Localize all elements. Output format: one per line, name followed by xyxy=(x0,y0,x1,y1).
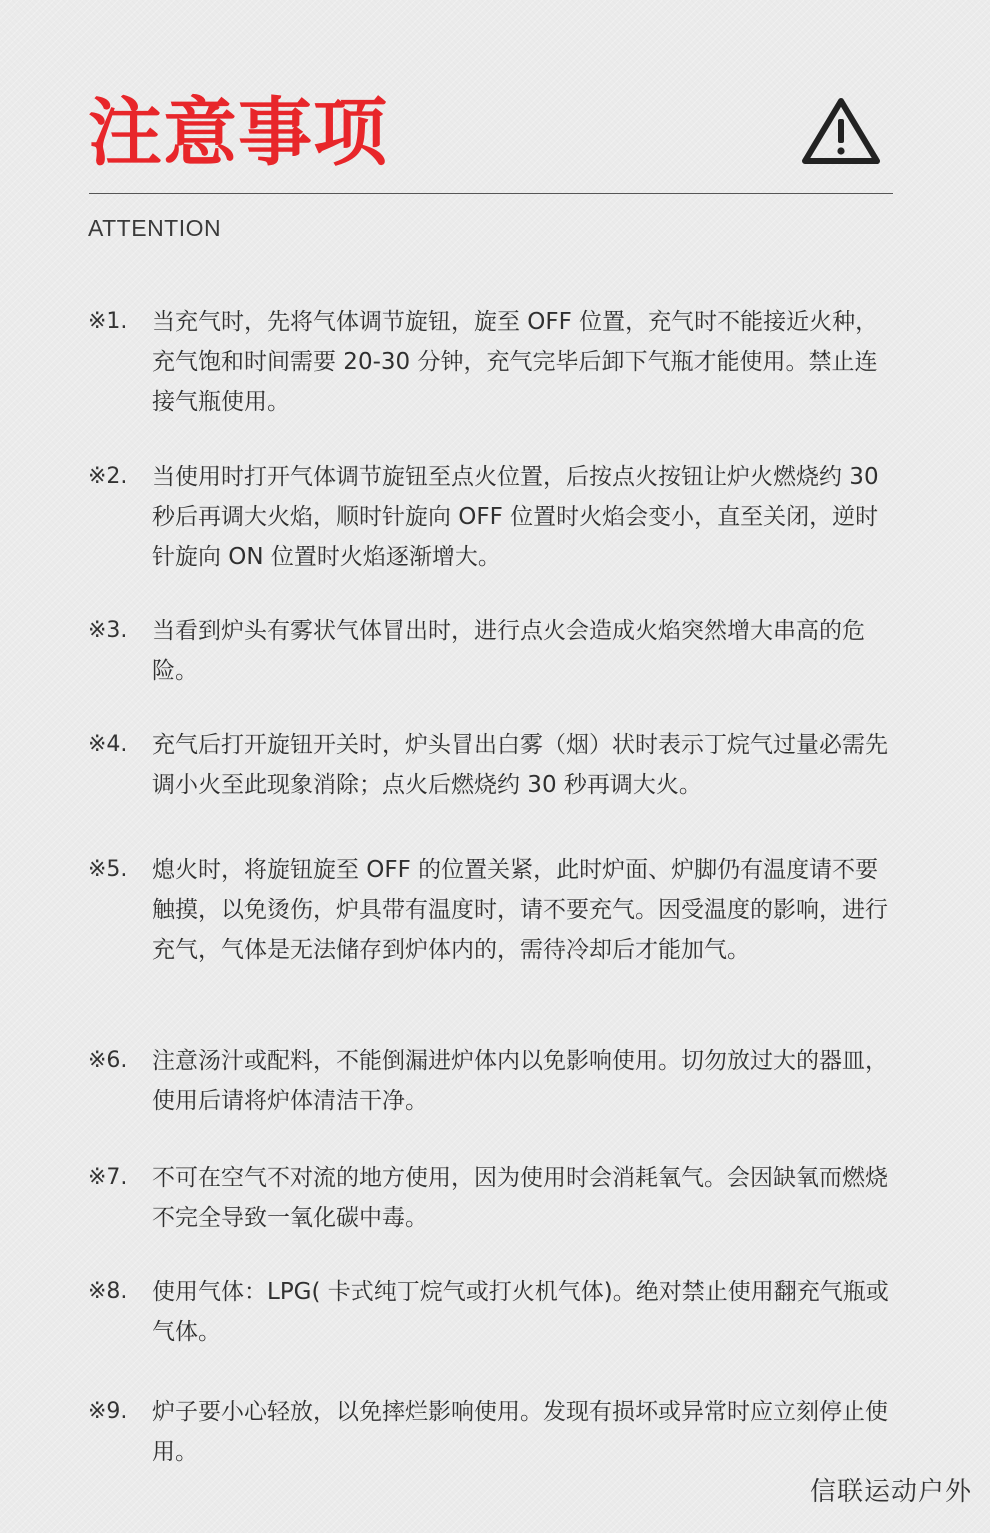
page-subtitle: ATTENTION xyxy=(88,215,222,241)
store-watermark: 信联运动户外 xyxy=(809,1477,972,1507)
header-divider xyxy=(89,193,893,194)
warning-triangle-icon xyxy=(800,96,882,166)
note-number: ※2. xyxy=(88,464,128,489)
page-title: 注意事项 xyxy=(88,90,388,176)
note-text: 熄火时，将旋钮旋至 OFF 的位置关紧，此时炉面、炉脚仍有温度请不要触摸，以免烫伤，炉具带有温度时，请不要充气。因受温度的影响，进行充气，气体是无法储存到炉体内的，需待冷却后才能加气。 xyxy=(152,857,888,963)
note-number: ※1. xyxy=(88,309,128,334)
note-text: 炉子要小心轻放，以免摔烂影响使用。发现有损坏或异常时应立刻停止使用。 xyxy=(152,1399,888,1465)
note-number: ※9. xyxy=(88,1399,128,1424)
note-number: ※7. xyxy=(88,1165,128,1190)
note-text: 当充气时，先将气体调节旋钮，旋至 OFF 位置，充气时不能接近火种，充气饱和时间需要 20-30 分钟，充气完毕后卸下气瓶才能使用。禁止连接气瓶使用。 xyxy=(152,309,879,415)
note-text: 当使用时打开气体调节旋钮至点火位置，后按点火按钮让炉火燃烧约 30 秒后再调大火焰，顺时针旋向 OFF 位置时火焰会变小，直至关闭，逆时针旋向 ON 位置时火焰逐渐增大。 xyxy=(152,464,879,570)
note-number: ※3. xyxy=(88,618,128,643)
note-text: 充气后打开旋钮开关时，炉头冒出白雾（烟）状时表示丁烷气过量必需先调小火至此现象消除；点火后燃烧约 30 秒再调大火。 xyxy=(152,732,888,798)
note-number: ※6. xyxy=(88,1048,128,1073)
note-number: ※4. xyxy=(88,732,128,757)
note-text: 当看到炉头有雾状气体冒出时，进行点火会造成火焰突然增大串高的危险。 xyxy=(152,618,865,684)
note-text: 不可在空气不对流的地方使用，因为使用时会消耗氧气。会因缺氧而燃烧不完全导致一氧化碳中毒。 xyxy=(152,1165,888,1231)
note-number: ※8. xyxy=(88,1279,128,1304)
note-text: 注意汤汁或配料，不能倒漏进炉体内以免影响使用。切勿放过大的器皿，使用后请将炉体清洁干净。 xyxy=(152,1048,888,1114)
note-text: 使用气体：LPG( 卡式纯丁烷气或打火机气体)。绝对禁止使用翻充气瓶或气体。 xyxy=(152,1279,889,1345)
note-number: ※5. xyxy=(88,857,128,882)
